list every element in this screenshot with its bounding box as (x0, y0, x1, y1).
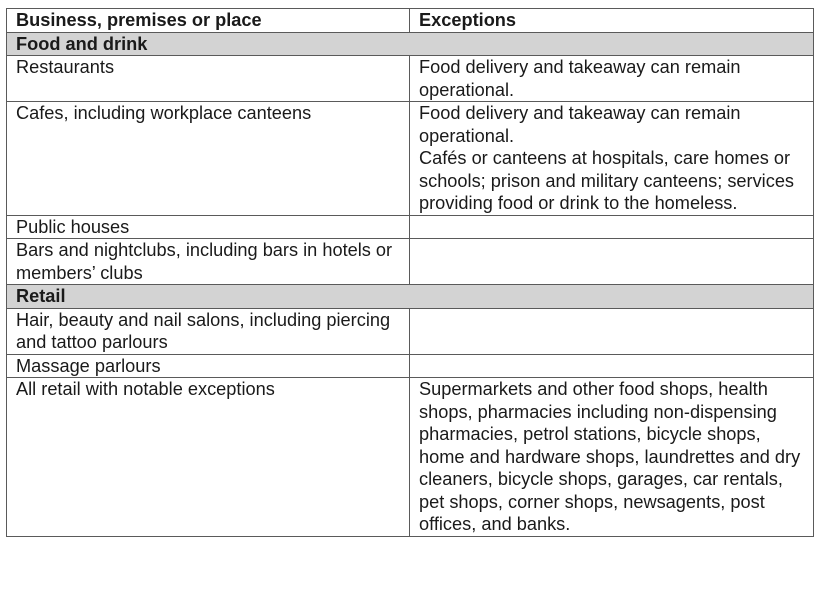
section-row-retail (7, 285, 814, 309)
exception-text: Supermarkets and other food shops, health shops, pharmacies including non-dispensing pharmacies, petrol stations, bicycle shops, home and hardware shops, laundrettes and dry cleaners, bicycle shops, garages, car rentals, pet shops, corner shops, newsagents, post offices, and banks. (419, 379, 801, 534)
exceptions-cell (410, 215, 814, 239)
place-cell: Restaurants (7, 56, 410, 102)
place-cell: Hair, beauty and nail salons, including piercing and tattoo parlours (7, 308, 410, 354)
place-cell: Cafes, including workplace canteens (7, 102, 410, 216)
table-row (7, 378, 814, 537)
table-row (7, 308, 814, 354)
header-row (7, 9, 814, 33)
table-row (7, 215, 814, 239)
exceptions-cell (410, 354, 814, 378)
place-cell: All retail with notable exceptions (7, 378, 410, 537)
exceptions-cell (410, 308, 814, 354)
exception-text: Food delivery and takeaway can remain operational. (419, 57, 741, 100)
exceptions-cell (410, 239, 814, 285)
table-row (7, 354, 814, 378)
closures-table (6, 8, 814, 537)
exception-text: Cafés or canteens at hospitals, care homes or schools; prison and military canteens; services providing food or drink to the homeless. (419, 148, 795, 213)
table-row (7, 239, 814, 285)
place-cell: Public houses (7, 215, 410, 239)
place-cell: Bars and nightclubs, including bars in hotels or members’ clubs (7, 239, 410, 285)
place-cell: Massage parlours (7, 354, 410, 378)
section-title: Retail (7, 285, 814, 309)
header-exceptions: Exceptions (410, 9, 814, 33)
exception-text: Food delivery and takeaway can remain operational. (419, 103, 741, 146)
table-row (7, 56, 814, 102)
table-row (7, 102, 814, 216)
section-row-food-and-drink (7, 32, 814, 56)
exceptions-cell (410, 378, 814, 537)
exceptions-cell (410, 102, 814, 216)
exceptions-cell (410, 56, 814, 102)
header-place: Business, premises or place (7, 9, 410, 33)
section-title: Food and drink (7, 32, 814, 56)
